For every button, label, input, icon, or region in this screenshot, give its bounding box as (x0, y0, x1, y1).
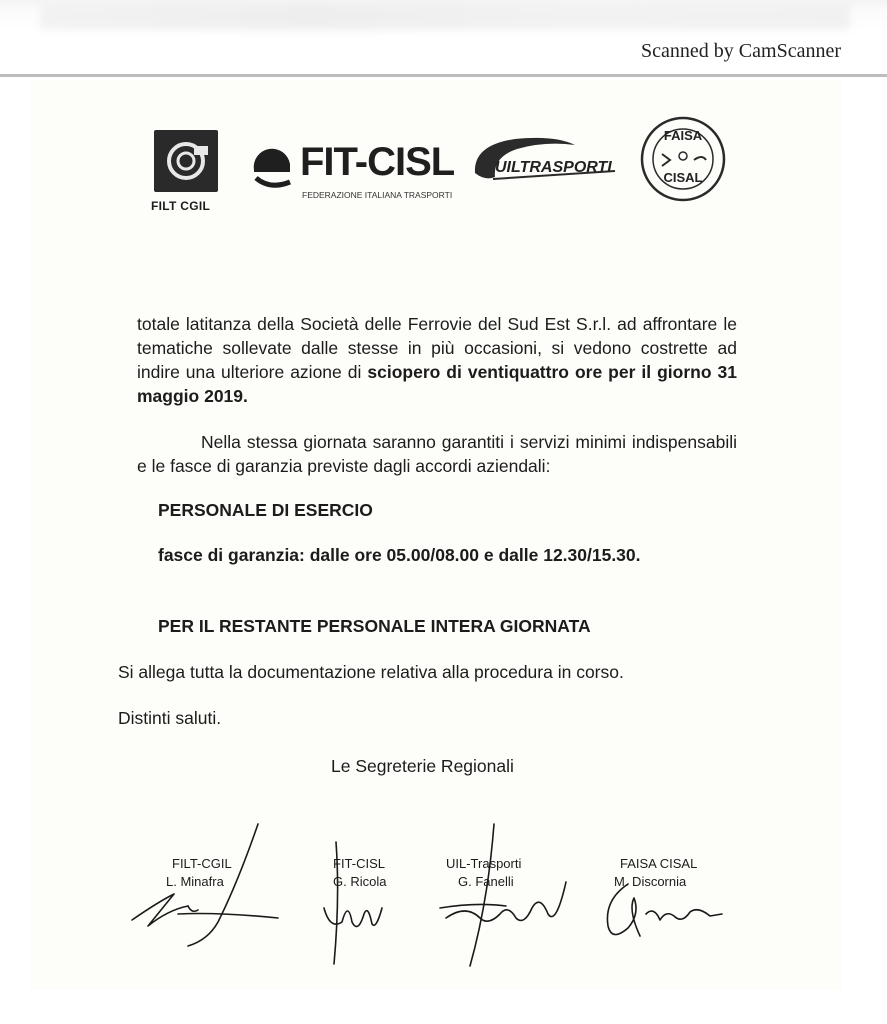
signature-name: L. Minafra (166, 874, 224, 889)
closing-greeting: Distinti saluti. (118, 708, 222, 728)
handwritten-signature-faisa-cisal (598, 876, 728, 946)
uiltrasporti-logo (465, 133, 625, 193)
handwritten-signature-fit-cisl (318, 838, 398, 968)
blurred-top-strip (40, 4, 850, 30)
paragraph-guaranteed-services (137, 430, 737, 478)
fit-cisl-subtitle: FEDERAZIONE ITALIANA TRASPORTI (302, 190, 453, 200)
fit-cisl-logo (250, 140, 455, 200)
fit-cisl-emblem-icon (250, 142, 294, 194)
attachment-note: Si allega tutta la documentazione relativa alla procedura in corso. (118, 662, 624, 682)
heading-personale-esercizio: PERSONALE DI ESERCIO (158, 500, 373, 520)
signature-org: FILT-CGIL (172, 856, 232, 871)
filt-cgil-emblem-icon (154, 130, 218, 192)
paragraph-strike-announcement (137, 312, 737, 408)
signatory-group: Le Segreterie Regionali (331, 756, 514, 776)
signature-org: FIT-CISL (333, 856, 386, 871)
signature-name: G. Fanelli (458, 874, 514, 889)
handwritten-signature-uil-trasporti (436, 822, 576, 972)
faisa-cisal-logo (640, 116, 726, 202)
strike-date-highlight: sciopero di ventiquattro ore per il giorno 31 maggio 2019. (137, 362, 737, 406)
signature-name: M. Discornia (614, 874, 687, 889)
heading-restante-personale: PER IL RESTANTE PERSONALE INTERA GIORNATA (158, 616, 591, 636)
guaranteed-services-text: Nella stessa giornata saranno garantiti i servizi minimi indispensabili e le fasce di garanzia previste dagli accordi aziendali: (137, 432, 737, 476)
filt-cgil-caption: FILT CGIL (151, 199, 211, 213)
fit-cisl-title: FIT-CISL (300, 140, 455, 184)
signature-org: UIL-Trasporti (446, 856, 522, 871)
paragraph-strike-text: totale latitanza della Società delle Ferrovie del Sud Est S.r.l. ad affrontare le tematiche sollevate dalle stesse in più occasioni, si vedono costrette ad indire una ulteriore azione di (137, 314, 737, 382)
scanner-watermark: Scanned by CamScanner (641, 40, 841, 62)
faisa-cisal-bottom-text: CISAL (663, 170, 703, 185)
signature-org: FAISA CISAL (620, 856, 698, 871)
handwritten-signature-filt-cgil (128, 822, 288, 952)
faisa-cisal-top-text: FAISA (663, 128, 703, 143)
scanner-header (0, 0, 887, 77)
signature-name: G. Ricola (333, 874, 387, 889)
guarantee-time-bands: fasce di garanzia: dalle ore 05.00/08.00 e dalle 12.30/15.30. (158, 545, 641, 565)
uiltrasporti-name: UILTRASPORTI (495, 159, 612, 176)
